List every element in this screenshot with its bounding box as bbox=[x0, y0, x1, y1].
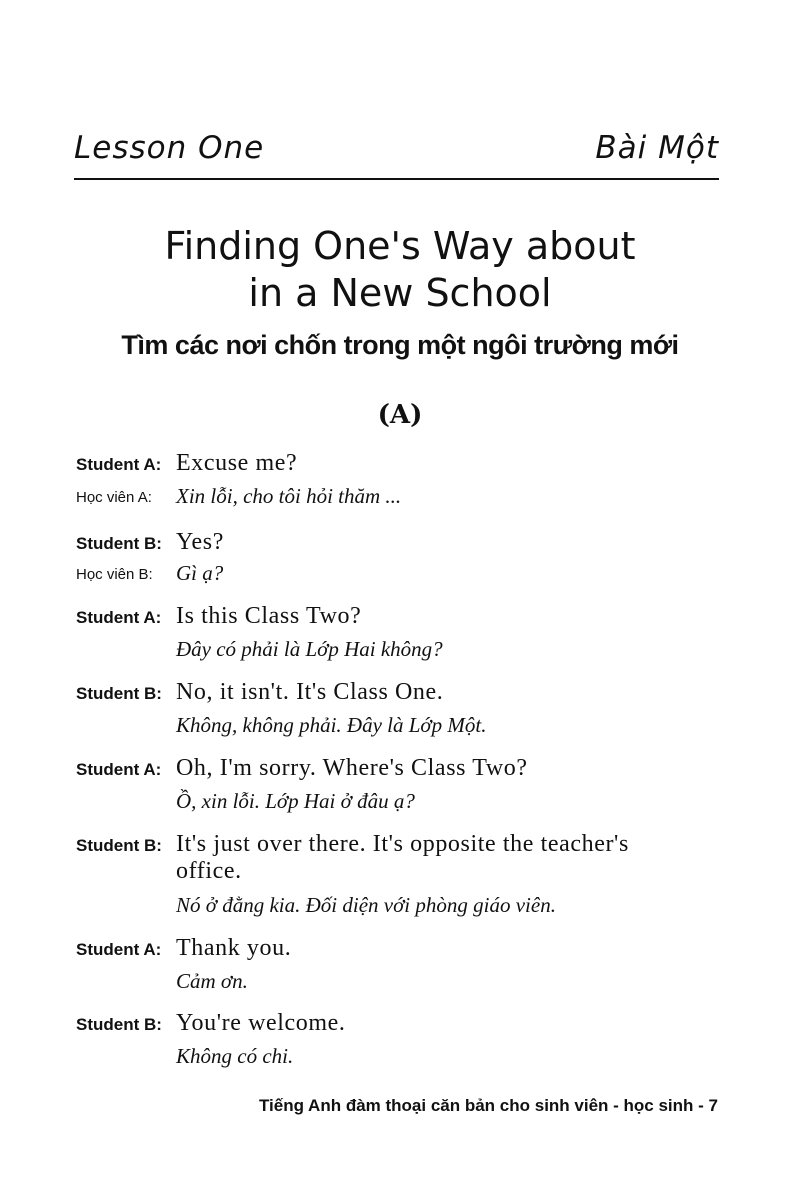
page-footer: Tiếng Anh đàm thoại căn bản cho sinh viên - học sinh - 7 bbox=[258, 1096, 718, 1115]
speaker-label: Student B: bbox=[76, 684, 162, 703]
title-line-1: Finding One's Way about bbox=[164, 224, 636, 268]
line-vi: Không có chi. bbox=[176, 1044, 294, 1068]
line-en: Excuse me? bbox=[176, 450, 298, 476]
line-vi: Nó ở đằng kia. Đối diện với phòng giáo viên. bbox=[176, 893, 556, 917]
speaker-label-vi: Học viên A: bbox=[76, 489, 152, 506]
speaker-label: Student B: bbox=[76, 836, 162, 855]
title-line-2: in a New School bbox=[248, 271, 552, 315]
speaker-label: Student A: bbox=[76, 940, 162, 959]
section-label: (A) bbox=[377, 400, 423, 430]
line-en: Oh, I'm sorry. Where's Class Two? bbox=[176, 755, 528, 781]
line-vi: Ồ, xin lỗi. Lớp Hai ở đâu ạ? bbox=[176, 789, 415, 813]
line-vi: Cảm ơn. bbox=[176, 969, 248, 993]
subtitle-vi: Tìm các nơi chốn trong một ngôi trường mới bbox=[121, 330, 679, 360]
line-vi: Xin lỗi, cho tôi hỏi thăm ... bbox=[176, 484, 402, 508]
speaker-label: Student B: bbox=[76, 534, 162, 553]
header-rule bbox=[74, 178, 719, 180]
line-en: Is this Class Two? bbox=[176, 603, 362, 629]
line-en: It's just over there. It's opposite the teacher's bbox=[176, 831, 629, 857]
line-en: Yes? bbox=[176, 529, 224, 555]
line-en: No, it isn't. It's Class One. bbox=[176, 679, 444, 705]
lesson-title-vi: Bài Một bbox=[595, 130, 719, 166]
line-vi: Đây có phải là Lớp Hai không? bbox=[176, 637, 443, 661]
line-en: Thank you. bbox=[176, 935, 292, 961]
lesson-title-en: Lesson One bbox=[74, 130, 265, 166]
line-en-continued: office. bbox=[176, 858, 242, 884]
speaker-label: Student A: bbox=[76, 608, 162, 627]
speaker-label: Student B: bbox=[76, 1015, 162, 1034]
line-vi: Không, không phải. Đây là Lớp Một. bbox=[176, 713, 487, 737]
line-vi: Gì ạ? bbox=[176, 561, 224, 585]
speaker-label: Student A: bbox=[76, 455, 162, 474]
speaker-label-vi: Học viên B: bbox=[76, 566, 153, 583]
speaker-label: Student A: bbox=[76, 760, 162, 779]
line-en: You're welcome. bbox=[176, 1010, 346, 1036]
page-header bbox=[74, 130, 719, 176]
